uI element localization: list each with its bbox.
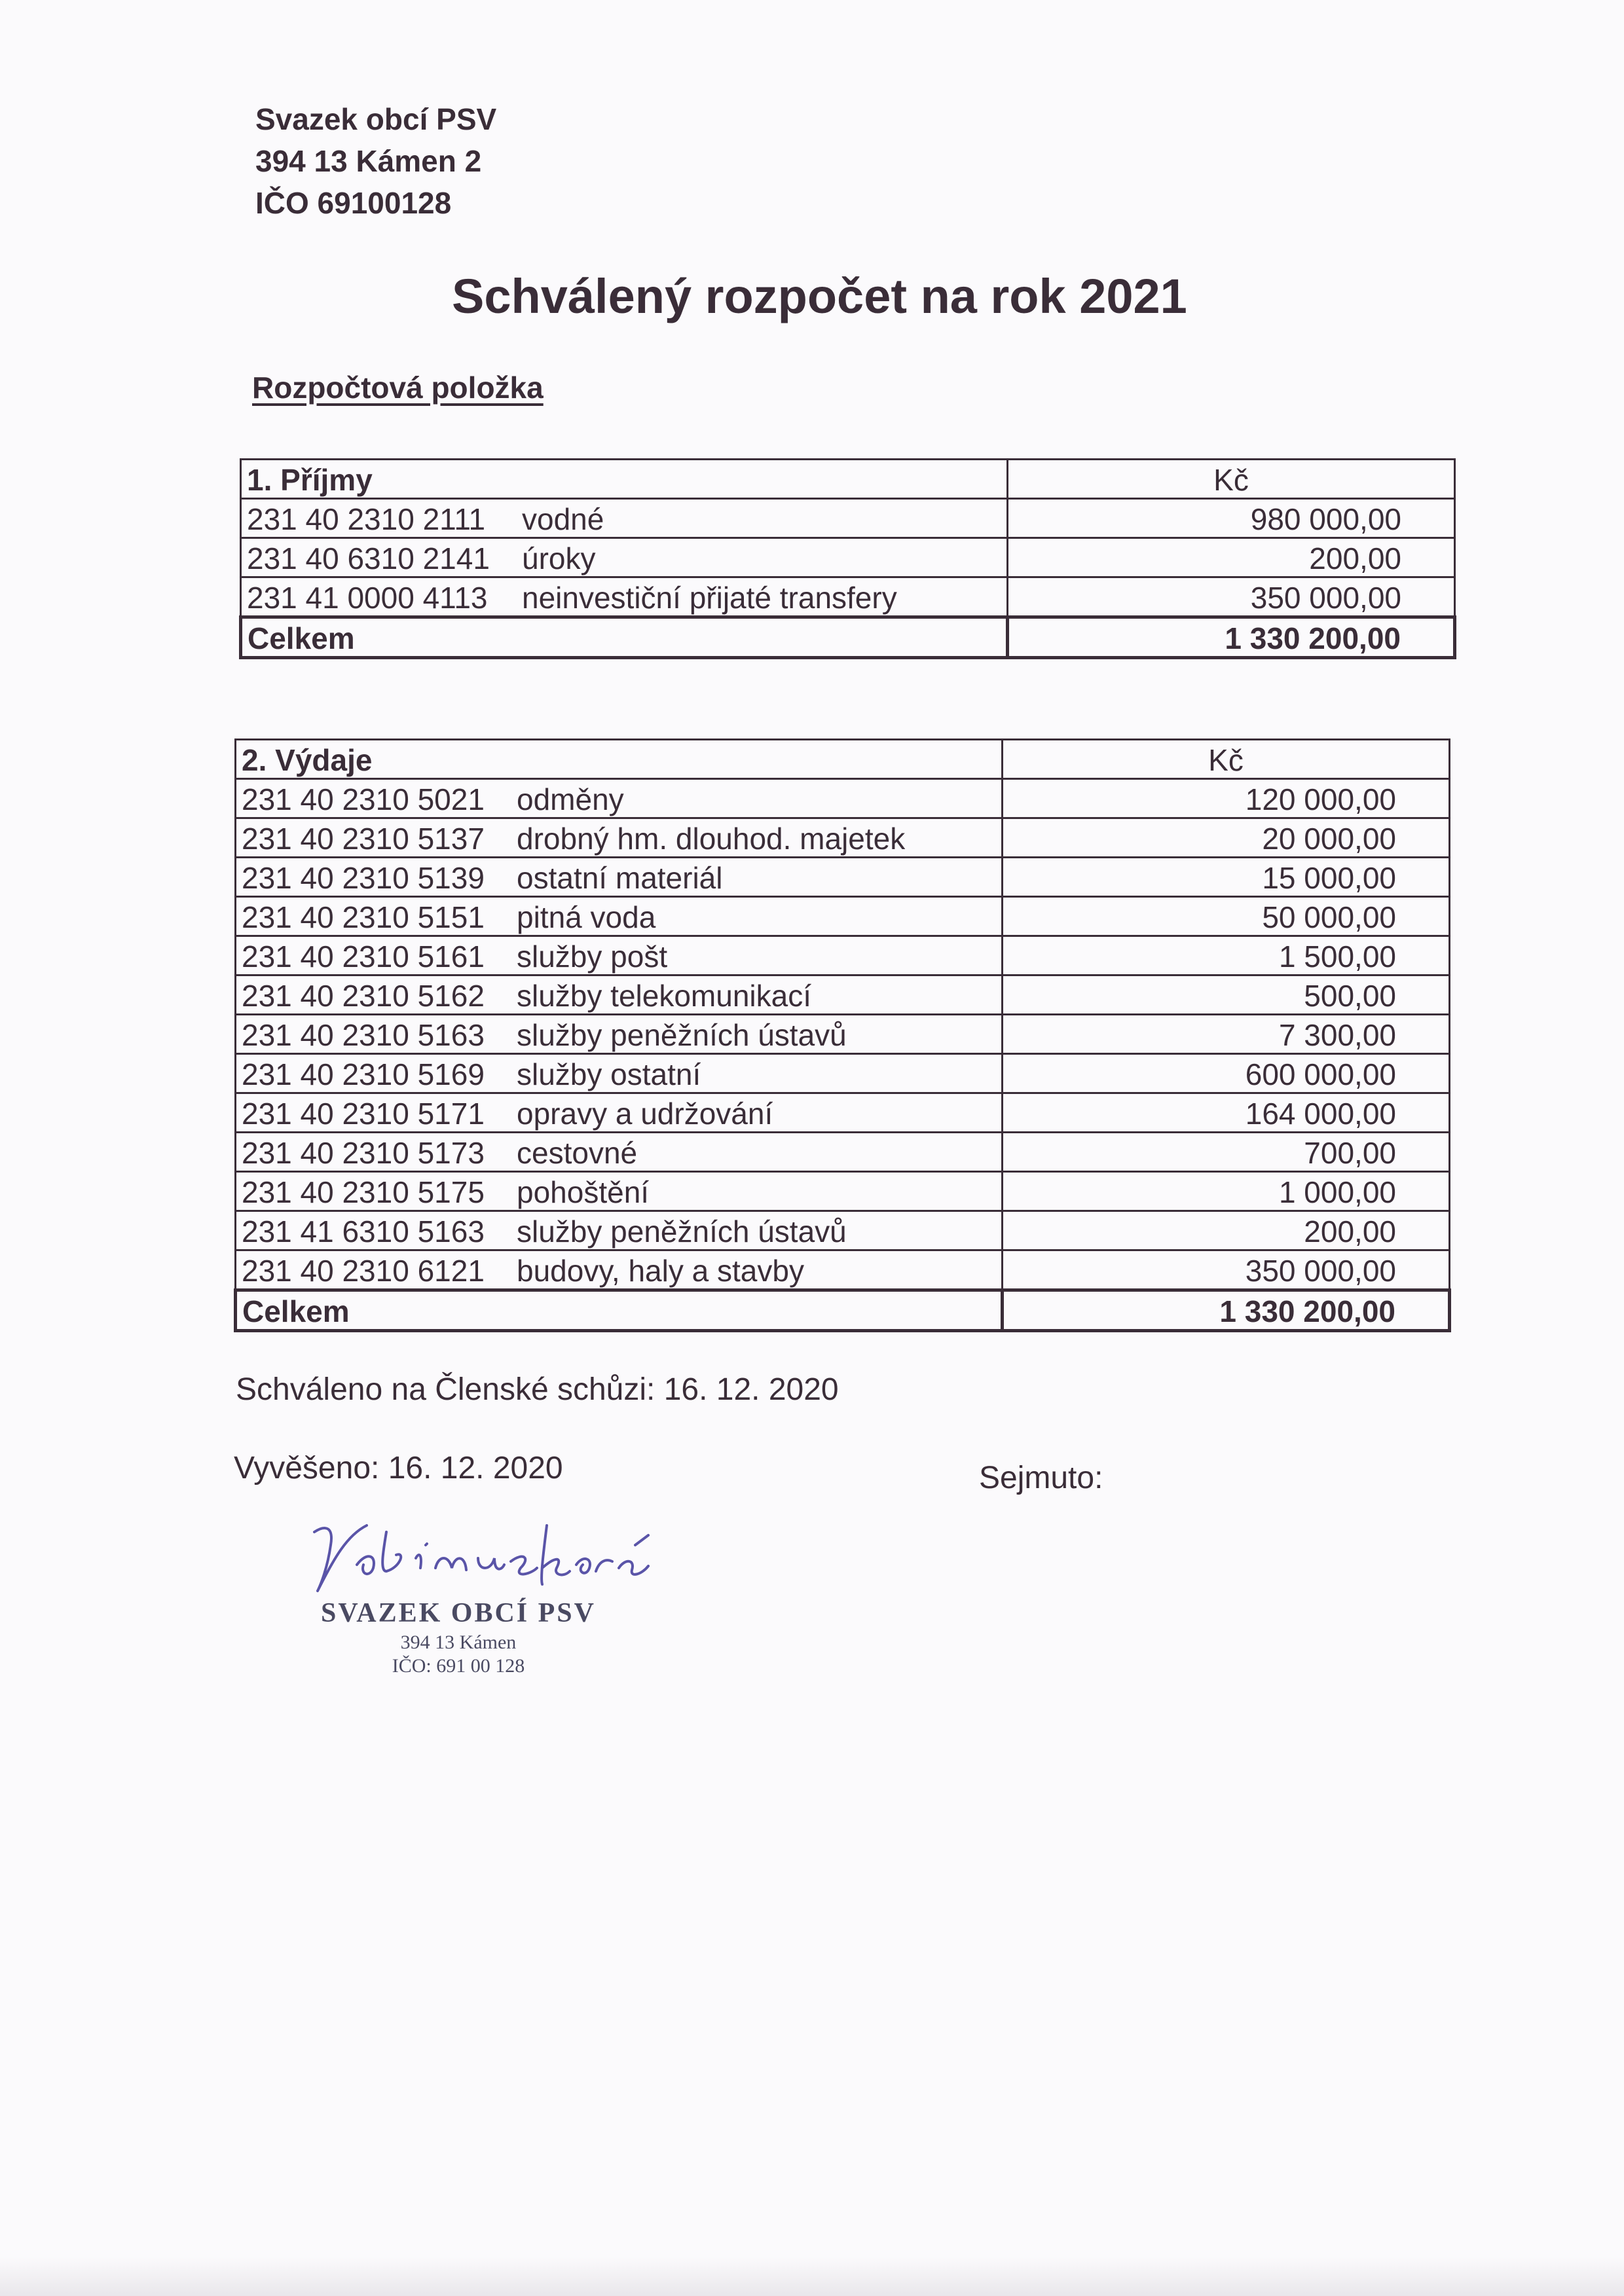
budget-item-code: 231 41 0000 4113 [247,581,488,615]
table-row [236,779,1450,818]
table-row [236,858,1450,897]
table-row [236,1015,1450,1054]
income-total-label: Celkem [241,617,1008,658]
budget-item-description: drobný hm. dlouhod. majetek [517,822,906,856]
budget-item-code: 231 40 2310 5161 [242,939,485,974]
official-stamp [314,1597,602,1677]
budget-item-code: 231 40 2310 5163 [242,1018,485,1052]
budget-item-amount: 200,00 [1008,538,1455,577]
budget-item-description: vodné [522,502,604,536]
income-table [239,458,1456,659]
budget-item-description: opravy a udržování [517,1097,773,1131]
budget-item-cell [236,779,1003,818]
table-row [236,975,1450,1015]
budget-item-amount: 120 000,00 [1003,779,1450,818]
budget-item-code: 231 40 2310 5162 [242,979,485,1013]
income-total-row [241,617,1455,658]
table-row [241,577,1455,617]
table-row [236,1250,1450,1290]
budget-item-cell [236,1211,1003,1250]
budget-item-cell [236,1015,1003,1054]
budget-item-description: ostatní materiál [517,861,723,895]
budget-item-description: služby peněžních ústavů [517,1018,847,1052]
budget-item-code: 231 40 2310 5021 [242,782,485,816]
budget-item-amount: 200,00 [1003,1211,1450,1250]
budget-item-cell [236,1133,1003,1172]
budget-item-amount: 20 000,00 [1003,818,1450,858]
budget-item-code: 231 40 2310 5175 [242,1175,485,1209]
stamp-line-2: 394 13 Kámen [400,1631,517,1653]
budget-item-cell [236,858,1003,897]
budget-item-code: 231 40 2310 5137 [242,822,485,856]
budget-item-amount: 1 500,00 [1003,936,1450,975]
table-row [236,936,1450,975]
org-ico: IČO 69100128 [255,186,452,220]
budget-item-cell [241,538,1008,577]
section-subtitle: Rozpočtová položka [252,371,544,405]
budget-item-amount: 350 000,00 [1003,1250,1450,1290]
budget-item-amount: 50 000,00 [1003,897,1450,936]
expense-total-amount: 1 330 200,00 [1003,1290,1450,1331]
table-row [236,1211,1450,1250]
budget-item-amount: 700,00 [1003,1133,1450,1172]
income-heading: 1. Příjmy [241,460,1008,499]
expense-currency-header: Kč [1003,740,1450,779]
budget-item-cell [236,818,1003,858]
expense-total-row [236,1290,1450,1331]
income-currency-header: Kč [1008,460,1455,499]
table-row [241,538,1455,577]
table-row [236,1133,1450,1172]
budget-item-amount: 15 000,00 [1003,858,1450,897]
table-row [236,1054,1450,1093]
table-row [241,499,1455,538]
table-row [236,1172,1450,1211]
budget-item-code: 231 40 2310 5169 [242,1057,485,1091]
budget-item-code: 231 40 2310 2111 [247,502,486,536]
budget-item-cell [236,1093,1003,1133]
budget-item-description: cestovné [517,1136,638,1170]
budget-item-cell [241,577,1008,617]
budget-item-amount: 164 000,00 [1003,1093,1450,1133]
budget-item-cell [236,1054,1003,1093]
budget-item-amount: 500,00 [1003,975,1450,1015]
budget-item-description: odměny [517,782,624,816]
budget-item-code: 231 41 6310 5163 [242,1214,485,1248]
budget-item-cell [241,499,1008,538]
budget-item-amount: 980 000,00 [1008,499,1455,538]
handwritten-signature-icon [295,1506,661,1604]
budget-item-code: 231 40 2310 5171 [242,1097,485,1131]
budget-item-cell [236,897,1003,936]
organization-header [255,98,496,224]
income-total-amount: 1 330 200,00 [1008,617,1455,658]
budget-item-description: neinvestiční přijaté transfery [522,581,897,615]
stamp-line-3: IČO: 691 00 128 [392,1655,525,1677]
table-row [236,818,1450,858]
budget-item-code: 231 40 2310 5139 [242,861,485,895]
budget-item-description: pohoštění [517,1175,650,1209]
budget-item-code: 231 40 2310 5173 [242,1136,485,1170]
expense-table [234,738,1451,1332]
budget-item-amount: 1 000,00 [1003,1172,1450,1211]
approval-note: Schváleno na Členské schůzi: 16. 12. 2020 [236,1372,839,1407]
org-name: Svazek obcí PSV [255,102,497,136]
budget-item-description: pitná voda [517,900,656,934]
stamp-line-1: SVAZEK OBCÍ PSV [320,1598,596,1628]
budget-item-description: služby ostatní [517,1057,701,1091]
budget-item-description: služby peněžních ústavů [517,1214,847,1248]
budget-item-description: služby telekomunikací [517,979,811,1013]
budget-item-description: služby pošt [517,939,668,974]
budget-item-amount: 600 000,00 [1003,1054,1450,1093]
removed-date: Sejmuto: [979,1461,1103,1495]
income-header-row [241,460,1455,499]
page-title: Schválený rozpočet na rok 2021 [452,269,1187,323]
budget-item-code: 231 40 2310 5151 [242,900,485,934]
posted-date: Vyvěšeno: 16. 12. 2020 [234,1451,563,1485]
org-address: 394 13 Kámen 2 [255,144,482,178]
expense-total-label: Celkem [236,1290,1003,1331]
page-bottom-shade [0,2257,1624,2296]
budget-item-amount: 7 300,00 [1003,1015,1450,1054]
budget-item-amount: 350 000,00 [1008,577,1455,617]
budget-item-code: 231 40 2310 6121 [242,1254,485,1288]
table-row [236,1093,1450,1133]
budget-item-cell [236,1172,1003,1211]
expense-header-row [236,740,1450,779]
budget-item-cell [236,1250,1003,1290]
budget-item-description: budovy, haly a stavby [517,1254,804,1288]
budget-item-description: úroky [522,541,596,575]
budget-item-code: 231 40 6310 2141 [247,541,490,575]
table-row [236,897,1450,936]
expense-heading: 2. Výdaje [236,740,1003,779]
budget-item-cell [236,975,1003,1015]
budget-item-cell [236,936,1003,975]
